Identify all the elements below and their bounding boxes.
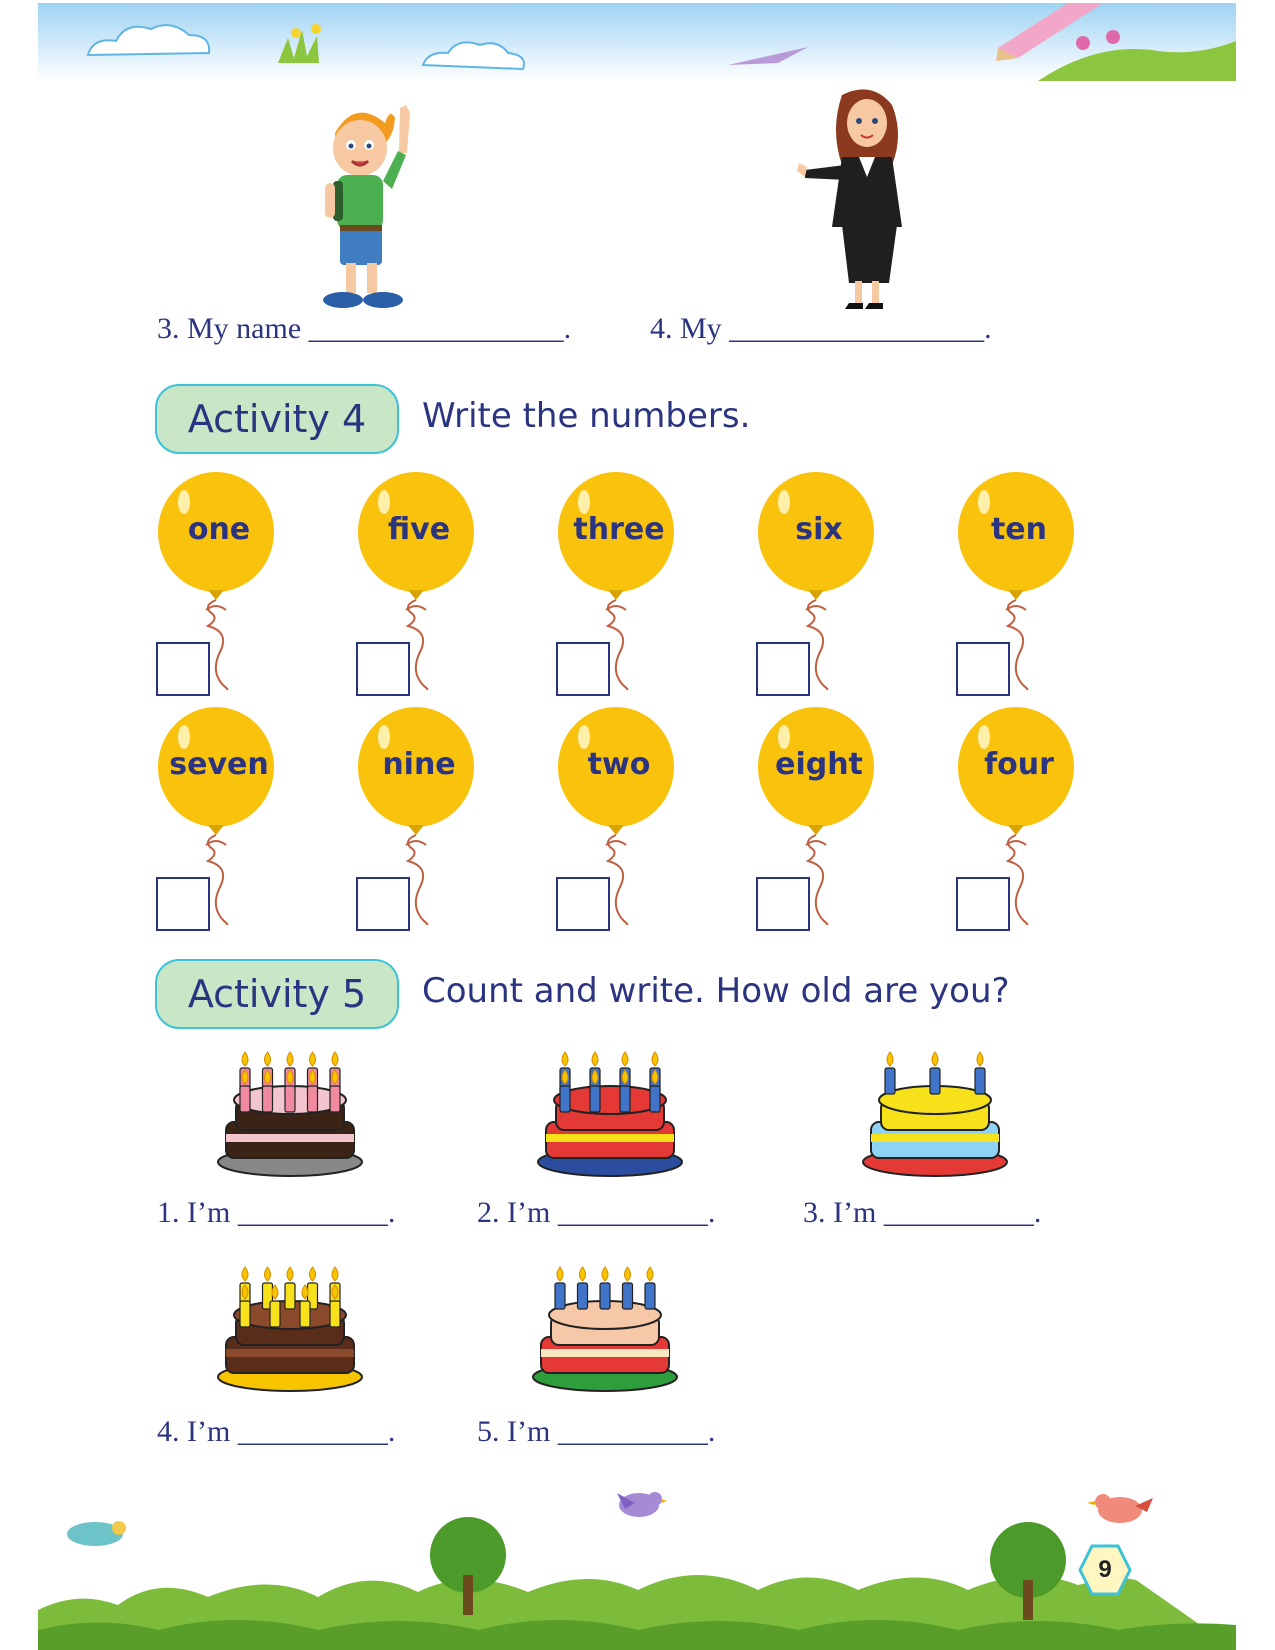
balloon-word: four	[984, 747, 1054, 782]
cake-icon	[855, 1040, 1015, 1180]
balloon-four	[956, 705, 1116, 935]
activity-4-instruction: Write the numbers.	[422, 396, 751, 436]
balloon-word: two	[587, 747, 651, 782]
birthday-cake-4	[210, 1255, 370, 1395]
cake-answer-3: 3. I’m __________.	[803, 1196, 1042, 1229]
cake-icon	[210, 1255, 370, 1395]
balloon-word: three	[573, 512, 665, 547]
grass-footer-decoration	[38, 1515, 1236, 1650]
cake-icon	[525, 1255, 685, 1395]
activity-5-label: Activity 5	[155, 959, 399, 1029]
balloon-five	[356, 470, 516, 700]
cake-icon	[530, 1040, 690, 1180]
balloon-word: seven	[169, 747, 269, 782]
balloon-word: six	[795, 512, 843, 547]
boy-waving-illustration	[305, 103, 420, 313]
answer-box[interactable]	[756, 877, 810, 931]
balloon-two	[556, 705, 716, 935]
cake-icon	[210, 1040, 370, 1180]
bird-icon	[1085, 1488, 1155, 1528]
birthday-cake-3	[855, 1040, 1015, 1180]
birthday-cake-1	[210, 1040, 370, 1180]
balloon-word: one	[187, 512, 251, 547]
balloon-eight	[756, 705, 916, 935]
cake-answer-4: 4. I’m __________.	[157, 1415, 396, 1448]
activity-4-label: Activity 4	[155, 384, 399, 454]
bird-icon	[607, 1483, 667, 1521]
cake-answer-1: 1. I’m __________.	[157, 1196, 396, 1229]
activity-5-instruction: Count and write. How old are you?	[422, 971, 1010, 1011]
answer-box[interactable]	[956, 642, 1010, 696]
balloon-seven	[156, 705, 316, 935]
answer-box[interactable]	[956, 877, 1010, 931]
question-my-name: 3. My name _________________.	[157, 312, 572, 345]
answer-box[interactable]	[356, 642, 410, 696]
balloon-nine	[356, 705, 516, 935]
balloon-one	[156, 470, 316, 700]
balloon-word: nine	[382, 747, 456, 782]
answer-box[interactable]	[556, 877, 610, 931]
question-my: 4. My _________________.	[650, 312, 992, 345]
balloon-six	[756, 470, 916, 700]
cake-answer-2: 2. I’m __________.	[477, 1196, 716, 1229]
answer-box[interactable]	[556, 642, 610, 696]
birthday-cake-5	[525, 1255, 685, 1395]
birthday-cake-2	[530, 1040, 690, 1180]
answer-box[interactable]	[756, 642, 810, 696]
sky-header-decoration	[38, 3, 1236, 81]
teacher-presenting-illustration	[797, 85, 912, 313]
balloon-ten	[956, 470, 1116, 700]
bird-icon	[55, 1510, 135, 1550]
page-number: 9	[1098, 1556, 1112, 1583]
balloon-word: ten	[990, 512, 1048, 547]
cake-answer-5: 5. I’m __________.	[477, 1415, 716, 1448]
answer-box[interactable]	[156, 642, 210, 696]
balloon-word: eight	[775, 747, 863, 782]
answer-box[interactable]	[156, 877, 210, 931]
answer-box[interactable]	[356, 877, 410, 931]
balloon-three	[556, 470, 716, 700]
balloon-word: five	[387, 512, 451, 547]
